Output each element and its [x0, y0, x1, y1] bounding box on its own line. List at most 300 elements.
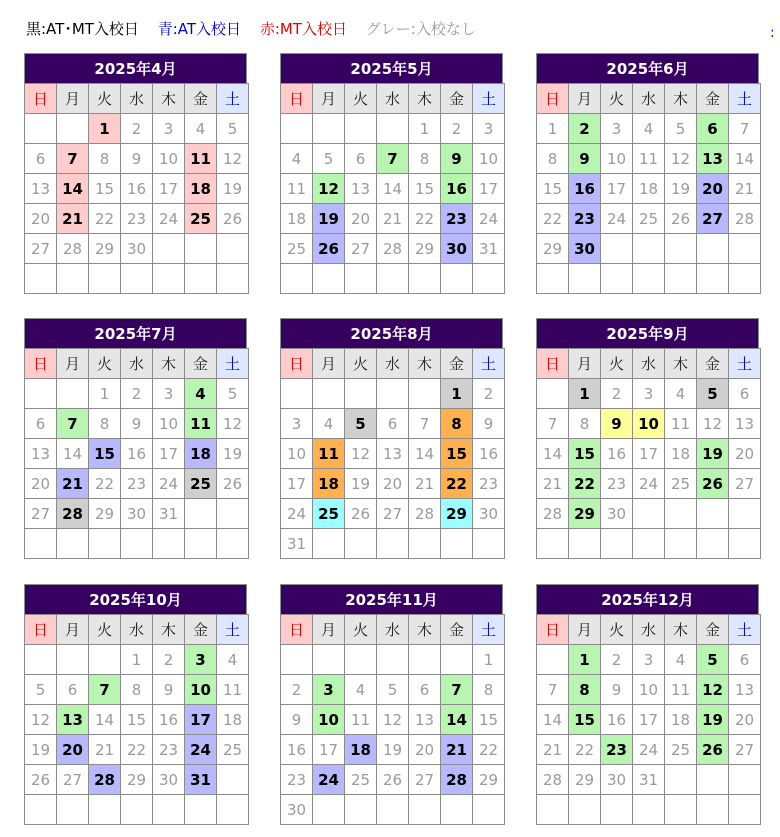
day-cell: 18 — [217, 705, 249, 735]
weekday-header: 水 — [377, 84, 409, 114]
empty-cell — [601, 264, 633, 294]
cut-off-glyph: : — [770, 26, 775, 40]
month-grid — [280, 348, 505, 559]
day-cell: 25 — [665, 469, 697, 499]
day-cell: 16 — [441, 174, 473, 204]
day-cell: 13 — [377, 439, 409, 469]
day-cell: 18 — [633, 174, 665, 204]
day-cell: 28 — [729, 204, 761, 234]
weekday-header: 木 — [665, 615, 697, 645]
day-cell: 22 — [89, 469, 121, 499]
weekday-header: 土 — [217, 615, 249, 645]
weekday-header: 日 — [25, 349, 57, 379]
day-cell: 15 — [569, 439, 601, 469]
empty-cell — [185, 499, 217, 529]
day-cell: 20 — [57, 735, 89, 765]
empty-cell — [25, 379, 57, 409]
day-cell: 4 — [665, 379, 697, 409]
empty-cell — [57, 114, 89, 144]
empty-cell — [25, 264, 57, 294]
day-cell: 29 — [569, 765, 601, 795]
month-calendar — [536, 318, 759, 559]
day-cell: 29 — [409, 234, 441, 264]
weekday-header: 金 — [697, 615, 729, 645]
day-cell: 22 — [441, 469, 473, 499]
day-cell: 21 — [409, 469, 441, 499]
day-cell: 2 — [569, 114, 601, 144]
weekday-header: 木 — [409, 84, 441, 114]
day-cell: 27 — [729, 735, 761, 765]
weekday-header: 日 — [281, 349, 313, 379]
weekday-header: 日 — [281, 84, 313, 114]
day-cell: 10 — [473, 144, 505, 174]
day-cell: 26 — [217, 469, 249, 499]
weekday-header: 火 — [89, 349, 121, 379]
month-title: 2025年4月 — [24, 53, 247, 83]
weekday-header: 月 — [569, 615, 601, 645]
empty-cell — [377, 645, 409, 675]
day-cell: 29 — [537, 234, 569, 264]
empty-cell — [441, 264, 473, 294]
day-cell: 19 — [697, 705, 729, 735]
empty-cell — [569, 529, 601, 559]
day-cell: 4 — [217, 645, 249, 675]
empty-cell — [345, 645, 377, 675]
day-cell: 25 — [665, 735, 697, 765]
month-grid — [280, 83, 505, 294]
day-cell: 4 — [185, 114, 217, 144]
empty-cell — [57, 529, 89, 559]
day-cell: 27 — [345, 234, 377, 264]
day-cell: 22 — [569, 735, 601, 765]
legend-red: 赤:MT入校日 — [259, 20, 347, 38]
day-cell: 26 — [217, 204, 249, 234]
day-cell: 30 — [473, 499, 505, 529]
day-cell: 30 — [153, 765, 185, 795]
day-cell: 28 — [377, 234, 409, 264]
empty-cell — [537, 379, 569, 409]
weekday-header: 金 — [441, 615, 473, 645]
empty-cell — [153, 529, 185, 559]
weekday-header: 水 — [121, 615, 153, 645]
day-cell: 11 — [633, 144, 665, 174]
day-cell: 26 — [697, 735, 729, 765]
weekday-header: 日 — [537, 349, 569, 379]
day-cell: 28 — [537, 499, 569, 529]
day-cell: 13 — [57, 705, 89, 735]
day-cell: 14 — [89, 705, 121, 735]
day-cell: 31 — [281, 529, 313, 559]
day-cell: 20 — [697, 174, 729, 204]
empty-cell — [281, 264, 313, 294]
day-cell: 5 — [345, 409, 377, 439]
empty-cell — [665, 529, 697, 559]
day-cell: 17 — [153, 439, 185, 469]
day-cell: 2 — [601, 379, 633, 409]
day-cell: 1 — [537, 114, 569, 144]
day-cell: 21 — [441, 735, 473, 765]
empty-cell — [153, 234, 185, 264]
day-cell: 12 — [217, 409, 249, 439]
day-cell: 21 — [57, 204, 89, 234]
day-cell: 2 — [153, 645, 185, 675]
day-cell: 6 — [729, 379, 761, 409]
month-title: 2025年9月 — [536, 318, 759, 348]
empty-cell — [665, 234, 697, 264]
empty-cell — [185, 234, 217, 264]
empty-cell — [185, 264, 217, 294]
month-grid — [24, 83, 249, 294]
empty-cell — [153, 264, 185, 294]
day-cell: 12 — [697, 409, 729, 439]
empty-cell — [473, 264, 505, 294]
weekday-header: 木 — [665, 84, 697, 114]
weekday-header: 土 — [473, 84, 505, 114]
day-cell: 16 — [281, 735, 313, 765]
month-calendar — [24, 318, 247, 559]
day-cell: 11 — [313, 439, 345, 469]
day-cell: 28 — [409, 499, 441, 529]
day-cell: 2 — [601, 645, 633, 675]
weekday-header: 金 — [185, 615, 217, 645]
day-cell: 1 — [121, 645, 153, 675]
day-cell: 28 — [57, 499, 89, 529]
weekday-header: 月 — [57, 84, 89, 114]
day-cell: 7 — [729, 114, 761, 144]
day-cell: 17 — [473, 174, 505, 204]
day-cell: 16 — [601, 439, 633, 469]
month-calendar — [536, 53, 759, 294]
day-cell: 13 — [345, 174, 377, 204]
weekday-header: 水 — [121, 349, 153, 379]
empty-cell — [601, 529, 633, 559]
day-cell: 3 — [153, 379, 185, 409]
weekday-header: 金 — [185, 349, 217, 379]
day-cell: 26 — [665, 204, 697, 234]
empty-cell — [89, 795, 121, 825]
day-cell: 2 — [473, 379, 505, 409]
day-cell: 23 — [441, 204, 473, 234]
day-cell: 24 — [633, 469, 665, 499]
day-cell: 9 — [153, 675, 185, 705]
day-cell: 23 — [473, 469, 505, 499]
legend-blue: 青:AT入校日 — [157, 20, 242, 38]
day-cell: 30 — [601, 499, 633, 529]
day-cell: 24 — [473, 204, 505, 234]
day-cell: 15 — [441, 439, 473, 469]
day-cell: 19 — [665, 174, 697, 204]
day-cell: 3 — [633, 645, 665, 675]
day-cell: 6 — [697, 114, 729, 144]
empty-cell — [729, 234, 761, 264]
day-cell: 13 — [409, 705, 441, 735]
weekday-header: 月 — [569, 349, 601, 379]
day-cell: 6 — [25, 144, 57, 174]
day-cell: 25 — [313, 499, 345, 529]
day-cell: 2 — [121, 114, 153, 144]
day-cell: 4 — [633, 114, 665, 144]
empty-cell — [633, 264, 665, 294]
empty-cell — [441, 795, 473, 825]
day-cell: 21 — [377, 204, 409, 234]
day-cell: 21 — [729, 174, 761, 204]
weekday-header: 火 — [345, 615, 377, 645]
day-cell: 16 — [569, 174, 601, 204]
day-cell: 8 — [569, 409, 601, 439]
empty-cell — [473, 529, 505, 559]
day-cell: 23 — [121, 204, 153, 234]
weekday-header: 月 — [57, 615, 89, 645]
day-cell: 19 — [217, 174, 249, 204]
day-cell: 29 — [89, 499, 121, 529]
day-cell: 31 — [185, 765, 217, 795]
empty-cell — [729, 529, 761, 559]
day-cell: 29 — [473, 765, 505, 795]
day-cell: 17 — [601, 174, 633, 204]
day-cell: 9 — [281, 705, 313, 735]
day-cell: 30 — [569, 234, 601, 264]
day-cell: 20 — [25, 204, 57, 234]
day-cell: 6 — [57, 675, 89, 705]
day-cell: 27 — [409, 765, 441, 795]
weekday-header: 水 — [377, 349, 409, 379]
day-cell: 7 — [537, 409, 569, 439]
day-cell: 9 — [569, 144, 601, 174]
day-cell: 5 — [25, 675, 57, 705]
day-cell: 25 — [633, 204, 665, 234]
weekday-header: 水 — [633, 615, 665, 645]
day-cell: 14 — [57, 439, 89, 469]
day-cell: 7 — [89, 675, 121, 705]
empty-cell — [665, 499, 697, 529]
day-cell: 29 — [569, 499, 601, 529]
day-cell: 20 — [377, 469, 409, 499]
empty-cell — [25, 114, 57, 144]
empty-cell — [729, 499, 761, 529]
empty-cell — [377, 114, 409, 144]
day-cell: 16 — [473, 439, 505, 469]
empty-cell — [281, 379, 313, 409]
day-cell: 28 — [537, 765, 569, 795]
empty-cell — [441, 645, 473, 675]
day-cell: 27 — [25, 234, 57, 264]
empty-cell — [217, 499, 249, 529]
day-cell: 13 — [25, 174, 57, 204]
empty-cell — [25, 645, 57, 675]
day-cell: 15 — [537, 174, 569, 204]
day-cell: 3 — [633, 379, 665, 409]
empty-cell — [185, 795, 217, 825]
day-cell: 18 — [281, 204, 313, 234]
weekday-header: 水 — [377, 615, 409, 645]
empty-cell — [281, 114, 313, 144]
day-cell: 30 — [121, 499, 153, 529]
day-cell: 25 — [185, 469, 217, 499]
day-cell: 7 — [409, 409, 441, 439]
empty-cell — [121, 795, 153, 825]
day-cell: 21 — [537, 469, 569, 499]
month-title: 2025年12月 — [536, 584, 759, 614]
day-cell: 11 — [217, 675, 249, 705]
day-cell: 5 — [665, 114, 697, 144]
day-cell: 31 — [633, 765, 665, 795]
day-cell: 8 — [441, 409, 473, 439]
day-cell: 12 — [697, 675, 729, 705]
day-cell: 27 — [729, 469, 761, 499]
empty-cell — [537, 795, 569, 825]
weekday-header: 火 — [345, 349, 377, 379]
day-cell: 21 — [57, 469, 89, 499]
day-cell: 18 — [313, 469, 345, 499]
day-cell: 19 — [345, 469, 377, 499]
day-cell: 3 — [313, 675, 345, 705]
month-calendar — [24, 584, 247, 825]
day-cell: 6 — [345, 144, 377, 174]
day-cell: 12 — [377, 705, 409, 735]
day-cell: 29 — [89, 234, 121, 264]
day-cell: 14 — [409, 439, 441, 469]
day-cell: 20 — [25, 469, 57, 499]
month-grid — [24, 348, 249, 559]
day-cell: 14 — [537, 705, 569, 735]
weekday-header: 火 — [601, 615, 633, 645]
day-cell: 2 — [441, 114, 473, 144]
day-cell: 5 — [217, 114, 249, 144]
empty-cell — [217, 234, 249, 264]
day-cell: 8 — [569, 675, 601, 705]
empty-cell — [601, 234, 633, 264]
legend — [26, 18, 490, 40]
day-cell: 20 — [345, 204, 377, 234]
day-cell: 1 — [441, 379, 473, 409]
empty-cell — [409, 379, 441, 409]
day-cell: 25 — [345, 765, 377, 795]
empty-cell — [537, 645, 569, 675]
day-cell: 3 — [473, 114, 505, 144]
empty-cell — [633, 529, 665, 559]
day-cell: 15 — [89, 174, 121, 204]
day-cell: 6 — [729, 645, 761, 675]
empty-cell — [697, 529, 729, 559]
weekday-header: 土 — [729, 349, 761, 379]
day-cell: 16 — [121, 439, 153, 469]
day-cell: 19 — [25, 735, 57, 765]
weekday-header: 金 — [441, 84, 473, 114]
day-cell: 30 — [601, 765, 633, 795]
day-cell: 13 — [729, 409, 761, 439]
weekday-header: 木 — [665, 349, 697, 379]
day-cell: 26 — [25, 765, 57, 795]
day-cell: 7 — [441, 675, 473, 705]
weekday-header: 木 — [153, 615, 185, 645]
day-cell: 10 — [153, 144, 185, 174]
day-cell: 24 — [601, 204, 633, 234]
day-cell: 28 — [89, 765, 121, 795]
empty-cell — [121, 264, 153, 294]
empty-cell — [633, 234, 665, 264]
empty-cell — [185, 529, 217, 559]
empty-cell — [217, 264, 249, 294]
day-cell: 29 — [441, 499, 473, 529]
day-cell: 17 — [281, 469, 313, 499]
day-cell: 13 — [25, 439, 57, 469]
day-cell: 31 — [153, 499, 185, 529]
day-cell: 26 — [345, 499, 377, 529]
weekday-header: 金 — [185, 84, 217, 114]
empty-cell — [57, 795, 89, 825]
day-cell: 24 — [313, 765, 345, 795]
day-cell: 20 — [729, 439, 761, 469]
day-cell: 23 — [121, 469, 153, 499]
day-cell: 12 — [665, 144, 697, 174]
day-cell: 3 — [601, 114, 633, 144]
empty-cell — [89, 264, 121, 294]
empty-cell — [697, 765, 729, 795]
weekday-header: 日 — [537, 84, 569, 114]
day-cell: 19 — [377, 735, 409, 765]
weekday-header: 水 — [633, 84, 665, 114]
day-cell: 9 — [121, 144, 153, 174]
day-cell: 9 — [441, 144, 473, 174]
empty-cell — [345, 379, 377, 409]
empty-cell — [377, 379, 409, 409]
day-cell: 20 — [729, 705, 761, 735]
weekday-header: 月 — [313, 84, 345, 114]
weekday-header: 木 — [153, 349, 185, 379]
day-cell: 19 — [217, 439, 249, 469]
day-cell: 7 — [57, 409, 89, 439]
empty-cell — [633, 795, 665, 825]
empty-cell — [601, 795, 633, 825]
day-cell: 22 — [121, 735, 153, 765]
empty-cell — [665, 795, 697, 825]
empty-cell — [217, 529, 249, 559]
empty-cell — [409, 264, 441, 294]
day-cell: 24 — [185, 735, 217, 765]
day-cell: 14 — [377, 174, 409, 204]
empty-cell — [57, 645, 89, 675]
day-cell: 31 — [473, 234, 505, 264]
day-cell: 28 — [441, 765, 473, 795]
weekday-header: 水 — [633, 349, 665, 379]
day-cell: 12 — [217, 144, 249, 174]
day-cell: 26 — [313, 234, 345, 264]
weekday-header: 土 — [217, 84, 249, 114]
day-cell: 1 — [89, 114, 121, 144]
day-cell: 24 — [153, 204, 185, 234]
empty-cell — [313, 379, 345, 409]
empty-cell — [313, 529, 345, 559]
day-cell: 7 — [57, 144, 89, 174]
empty-cell — [665, 765, 697, 795]
day-cell: 18 — [665, 705, 697, 735]
day-cell: 11 — [281, 174, 313, 204]
day-cell: 13 — [729, 675, 761, 705]
day-cell: 21 — [89, 735, 121, 765]
day-cell: 9 — [601, 409, 633, 439]
day-cell: 1 — [409, 114, 441, 144]
day-cell: 8 — [121, 675, 153, 705]
day-cell: 26 — [377, 765, 409, 795]
day-cell: 9 — [473, 409, 505, 439]
empty-cell — [345, 529, 377, 559]
weekday-header: 金 — [697, 349, 729, 379]
day-cell: 24 — [153, 469, 185, 499]
weekday-header: 水 — [121, 84, 153, 114]
empty-cell — [537, 264, 569, 294]
empty-cell — [57, 264, 89, 294]
empty-cell — [377, 795, 409, 825]
